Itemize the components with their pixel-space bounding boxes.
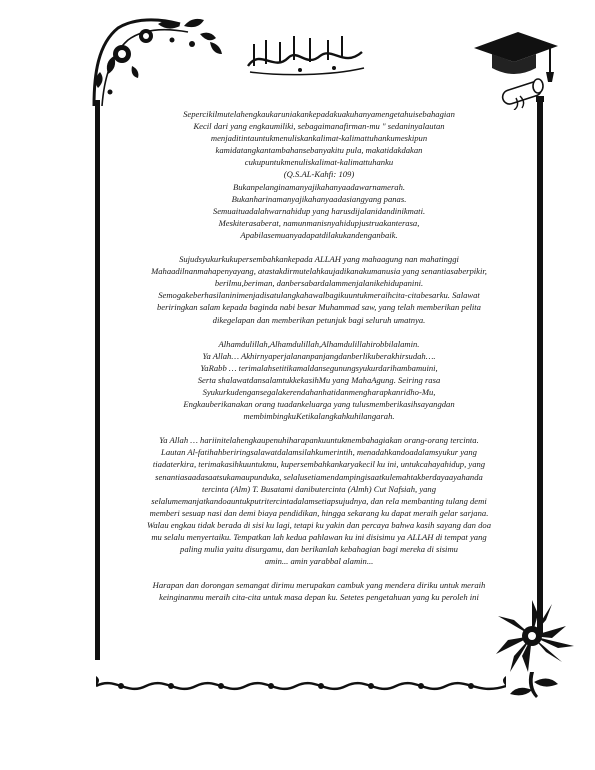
- text-line: menjaditintauntukmenuliskankalimat-kalimattuhankumeskipun: [210, 133, 428, 144]
- floral-corner-ornament-icon: [88, 14, 228, 110]
- text-line: paling mulia yaitu disurgamu, dan berikanlah kebahagian bagi mereka di sisimu: [180, 544, 458, 555]
- right-border-bar: [536, 96, 544, 636]
- basmala-calligraphy: [240, 28, 370, 78]
- text-line: berilmu,beriman, danbersabardalammenjalanikehidupanini.: [214, 278, 424, 289]
- text-line: YaRabb … terimalahsetitikamaldansegunungsyukurdarihambamuini,: [200, 362, 438, 373]
- text-line: kamidatangkantambahansebanyakitu pula, makatidakdakan: [215, 145, 423, 156]
- text-line: Bukanpelanginamanyajikahanyaadawarnamerah.: [232, 181, 406, 192]
- text-line: Syukurkudengansegalakerendahanhatidanmengharapkanridho-Mu,: [202, 386, 436, 397]
- text-line: membimbingkuKetikalangkahkuhilangarah.: [243, 411, 395, 422]
- text-line: Semuaituadalahwarnahidup yang harusdijalanidandinikmati.: [212, 205, 426, 216]
- text-line: amin... amin yarabbal alamin...: [264, 556, 374, 567]
- text-line: memberi sesuap nasi dan demi biaya pendidikan, hingga sekarang ku dapat meraih gelar sarjana.: [149, 507, 489, 518]
- left-border-bar: [94, 100, 101, 660]
- text-line: Sepercikilmutelahengkaukaruniakankepadakuakuhanyamengetahuisebahagian: [183, 109, 455, 119]
- text-line: keinginanmu meraih cita-cita untuk masa depan ku. Setetes pengetahuan yang ku peroleh ini: [159, 592, 479, 603]
- text-line: Sujudsyukurkukupersembahkankepada ALLAH yang mahaagung nan mahatinggi: [179, 254, 459, 265]
- alhamdulillah-paragraph: [108, 338, 530, 423]
- opening-paragraph: [108, 108, 530, 241]
- hope-paragraph: [108, 579, 530, 603]
- gratitude-paragraph: [108, 253, 530, 326]
- text-line: Walau engkau tidak berada di sisi ku lagi, tetapi ku yakin dan percaya bahwa kasih sayang dan doa: [146, 519, 492, 530]
- text-line: Lautan Al-fatihahberiringsalawatdalamsilahkumerintih, menadahkandoadalamsyukur yang: [161, 447, 477, 458]
- text-line: Kecil dari yang engkaumiliki, sebagaimanafirman-mu " sedaninyalautan: [193, 121, 445, 132]
- bottom-ornamental-border: [96, 676, 506, 696]
- text-line: Ya Allah… Akhirnyaperjalananpanjangdanberlikuberakhirsudah….: [202, 350, 436, 361]
- text-line: beriringkan salam kepada baginda nabi besar Muhammad saw, yang telah memberikan pelita: [157, 302, 481, 313]
- text-line: selalumemanjatkandoauntukputritercintadalamsetiapsujudnya, dan rela membanting tulang demi: [151, 495, 487, 506]
- text-line: Apabilasemuanyadapatdilakukandenganbaik.: [240, 229, 398, 240]
- text-line: tercinta (Alm) T. Busatami danibutercinta (Almh) Cut Nafsiah, yang: [201, 483, 437, 494]
- parents-paragraph: [108, 434, 530, 567]
- text-line: senantiasaadasaatsukamaupunduka, selalusetiamendampingisaatkulemahtakberdayaayahanda: [155, 471, 483, 482]
- text-line: Bukanharinamanyajikahanyaadasiangyang panas.: [231, 193, 407, 204]
- text-line: Meskiterasaberat, namunmanisnyahidupjustruakanterasa,: [218, 217, 420, 228]
- text-line: dikegelapan dan memberikan petunjuk bagi seluruh umatnya.: [212, 314, 426, 325]
- dedication-text: [108, 108, 530, 603]
- text-line: mu selalu menyertaiku. Tempatkan lah kedua pahlawan ku ini disisimu ya ALLAH di tempat yang: [151, 532, 487, 542]
- text-line: Alhamdulillah,Alhamdulillah,Alhamdulillahirobbilalamin.: [218, 338, 420, 349]
- text-line: Harapan dan dorongan semangat dirimu merupakan cambuk yang mendera diriku untuk meraih: [152, 580, 486, 591]
- text-line: Serta shalawatdansalamtukkekasihMu yang MahaAgung. Seiring rasa: [197, 374, 441, 385]
- basmala-calligraphy-icon: [240, 28, 370, 78]
- text-line: Ya Allah … hariinitelahengkaupenuhiharapankuuntukmembahagiakan orang-orang tercinta.: [159, 435, 479, 446]
- text-line: cukupuntukmenuliskalimat-kalimattuhanku: [244, 157, 394, 168]
- text-line: Semogakeberhasilaninimenjadisatulangkahawalbagikuuntukmeraihcita-citabesarku. Salawat: [158, 290, 480, 301]
- text-line: (Q.S.AL-Kahfi: 109): [283, 169, 355, 180]
- text-line: Mahaadilnanmahapenyayang, atastakdirmutelahkaujadikanakumanusia yang senantiasaberpikir,: [151, 266, 487, 277]
- text-line: Engkauberikanakan orang tuadankeluarga yang tulusmemberikasihsayangdan: [183, 399, 455, 410]
- text-line: tiadaterkira, terimakasihkuuntukmu, kupersembahkankaryakecil ku ini, untukcahayahidup, yang: [152, 459, 486, 470]
